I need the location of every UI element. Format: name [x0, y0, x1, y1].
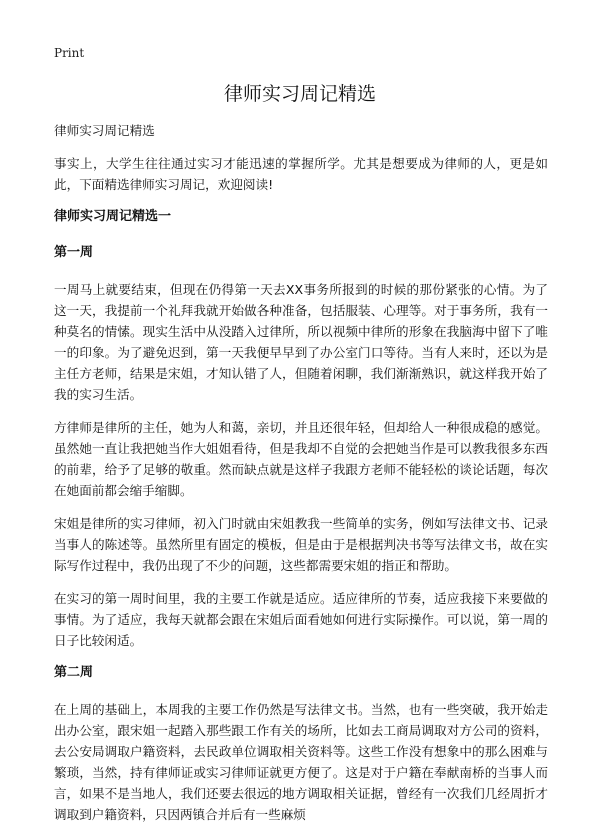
- subtitle: 律师实习周记精选: [54, 123, 155, 138]
- intro-paragraph: 事实上，大学生往往通过实习才能迅速的掌握所学。尤其是想要成为律师的人，更是如此，下面精选律师实习周记，欢迎阅读!: [54, 156, 548, 192]
- week1-paragraph-2: 方律师是律所的主任，她为人和蔼，亲切，并且还很年轻，但却给人一种很成稳的感觉。虽然她一直让我把她当作大姐姐看待，但是我却不自觉的会把她当作是可以教我很多东西的前辈，给予了足够的敬重。然而缺点就是这样子我跟方老师不能轻松的谈论话题，每次在她面前都会缩手缩脚。: [54, 420, 548, 498]
- week1-paragraph-3: 宋姐是律所的实习律师，初入门时就由宋姐教我一些简单的实务，例如写法律文书、记录当事人的陈述等。虽然所里有固定的模板，但是由于是根据判决书等写法律文书，故在实际写作过程中，我仍出现了不少的问题，这些都需要宋姐的指正和帮助。: [54, 516, 548, 573]
- week1-paragraph-4: 在实习的第一周时间里，我的主要工作就是适应。适应律所的节奏，适应我接下来要做的事情。为了适应，我每天就都会跟在宋姐后面看她如何进行实际操作。可以说，第一周的日子比较闲适。: [54, 591, 548, 648]
- print-label[interactable]: Print: [54, 46, 85, 60]
- document-body: [54, 120, 548, 837]
- week2-paragraph-1: 在上周的基础上，本周我的主要工作仍然是写法律文书。当然，也有一些突破，我开始走出办公室，跟宋姐一起踏入那些跟工作有关的场所，比如去工商局调取对方公司的资料，去公安局调取户籍资料，去民政单位调取相关资料等。这些工作没有想象中的那么困难与繁琐，当然，持有律师证或实习律师证就更方便了。这是对于户籍在奉献南桥的当事人而言，如果不是当地人，我们还要去很远的地方调取相关证据，曾经有一次我们几经周折才调取到户籍资料，只因两镇合并后有一些麻烦: [54, 702, 548, 822]
- week1-heading: 第一周: [54, 245, 94, 260]
- page-title: 律师实习周记精选: [223, 83, 376, 105]
- section-heading: 律师实习周记精选一: [54, 209, 172, 224]
- week2-heading: 第二周: [54, 665, 94, 680]
- week1-paragraph-1: 一周马上就要结束，但现在仍得第一天去XX事务所报到的时候的那份紧张的心情。为了这一天，我提前一个礼拜我就开始做各种准备，包括服装、心理等。对于事务所，我有一种莫名的情愫。现实生活中从没踏入过律所，所以视频中律所的形象在我脑海中留下了唯一的印象。为了避免迟到，第一天我便早早到了办公室门口等待。当有人来时，还以为是主任方老师，结果是宋姐，才知认错了人，但随着闲聊，我们渐渐熟识，就这样我开始了我的实习生活。: [54, 282, 548, 402]
